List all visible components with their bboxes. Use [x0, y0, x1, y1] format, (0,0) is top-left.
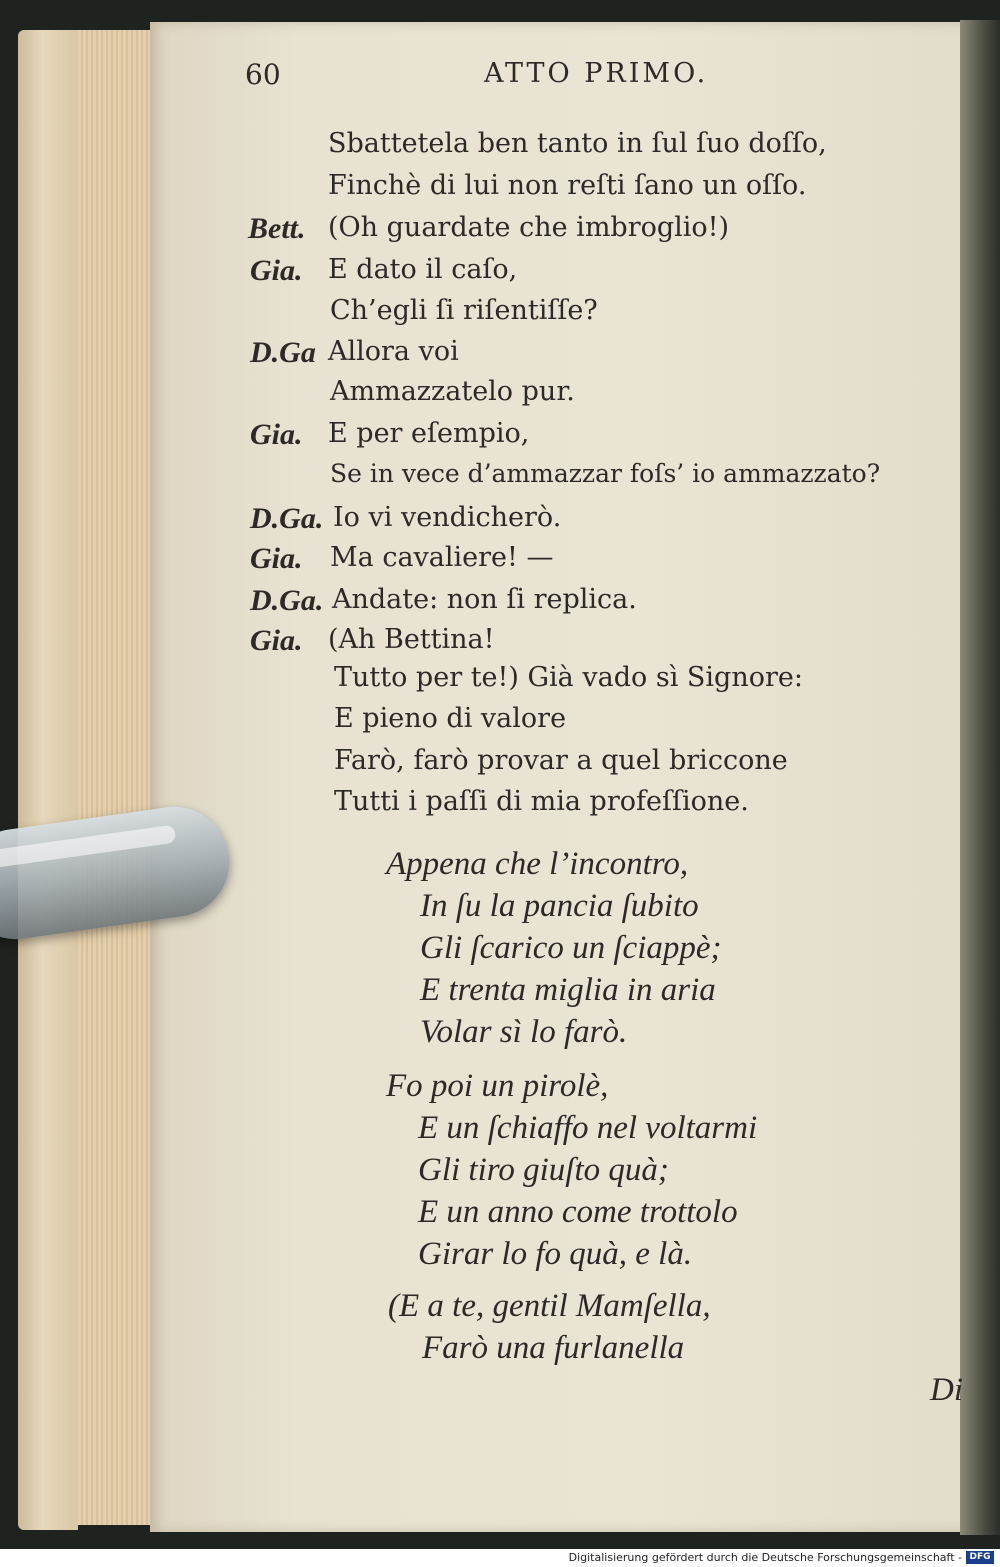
line-text: Farò, farò provar a quel briccone — [334, 745, 788, 776]
line-text: E dato il caſo, — [328, 254, 518, 285]
line-text: Ch’egli ſi riſentiſſe? — [330, 295, 598, 326]
verse-line: E un ſchiaffo nel voltarmi — [418, 1110, 758, 1146]
page-gutter-right — [960, 20, 1000, 1535]
speaker-label: D.Ga. — [250, 584, 324, 617]
verse-line: Girar lo fo quà, e là. — [418, 1236, 693, 1272]
verse-line: Appena che l’incontro, — [386, 846, 689, 882]
verse-line: Fo poi un pirolè, — [386, 1068, 609, 1104]
line-text: Ma cavaliere! — — [330, 542, 554, 573]
line-text: (Ah Bettina! — [328, 624, 495, 655]
weight-highlight — [0, 825, 177, 871]
speaker-label: Gia. — [250, 254, 303, 287]
page-number: 60 — [245, 58, 281, 91]
verse-line: Gli tiro giuſto quà; — [418, 1152, 669, 1188]
verse-line: Gli ſcarico un ſciappè; — [420, 930, 722, 966]
line-text: Se in vece d’ammazzar foſs’ io ammazzato? — [330, 459, 881, 488]
line-text: E pieno di valore — [334, 703, 567, 734]
line-text: (Oh guardate che imbroglio!) — [328, 212, 730, 243]
verse-line: Volar sì lo farò. — [420, 1014, 628, 1050]
line-text: E per eſempio, — [328, 418, 530, 449]
speaker-label: D.Ga — [250, 336, 316, 369]
speaker-label: Bett. — [248, 212, 306, 245]
speaker-label: Gia. — [250, 624, 303, 657]
line-text: Tutto per te!) Già vado sì Signore: — [334, 662, 803, 693]
dfg-logo: DFG — [966, 1551, 994, 1564]
verse-line: E un anno come trottolo — [418, 1194, 738, 1230]
line-text: Ammazzatelo pur. — [330, 376, 575, 407]
line-text: Andate: non ſi replica. — [332, 584, 637, 615]
line-text: Io vi vendicherò. — [333, 502, 562, 533]
digitization-credit-bar — [0, 1549, 1000, 1567]
credit-text: Digitalisierung gefördert durch die Deutsche Forschungsgemeinschaft - — [568, 1551, 962, 1564]
verse-line: Farò una furlanella — [422, 1330, 685, 1366]
verse-line: (E a te, gentil Mamſella, — [388, 1288, 711, 1324]
verse-line: E trenta miglia in aria — [420, 972, 716, 1008]
page-stack — [78, 30, 158, 1525]
line-text: Sbattetela ben tanto in ſul ſuo doſſo, — [328, 128, 827, 159]
speaker-label: D.Ga. — [250, 502, 324, 535]
catchword: Di — [930, 1372, 963, 1408]
line-text: Tutti i paſſi di mia profeſſione. — [334, 786, 749, 817]
speaker-label: Gia. — [250, 542, 303, 575]
running-title: ATTO PRIMO. — [484, 58, 709, 89]
speaker-label: Gia. — [250, 418, 303, 451]
book-cover-edge — [18, 30, 78, 1530]
verse-line: In ſu la pancia ſubito — [420, 888, 699, 924]
line-text: Allora voi — [328, 336, 459, 367]
line-text: Finchè di lui non reſti ſano un oſſo. — [328, 170, 807, 201]
